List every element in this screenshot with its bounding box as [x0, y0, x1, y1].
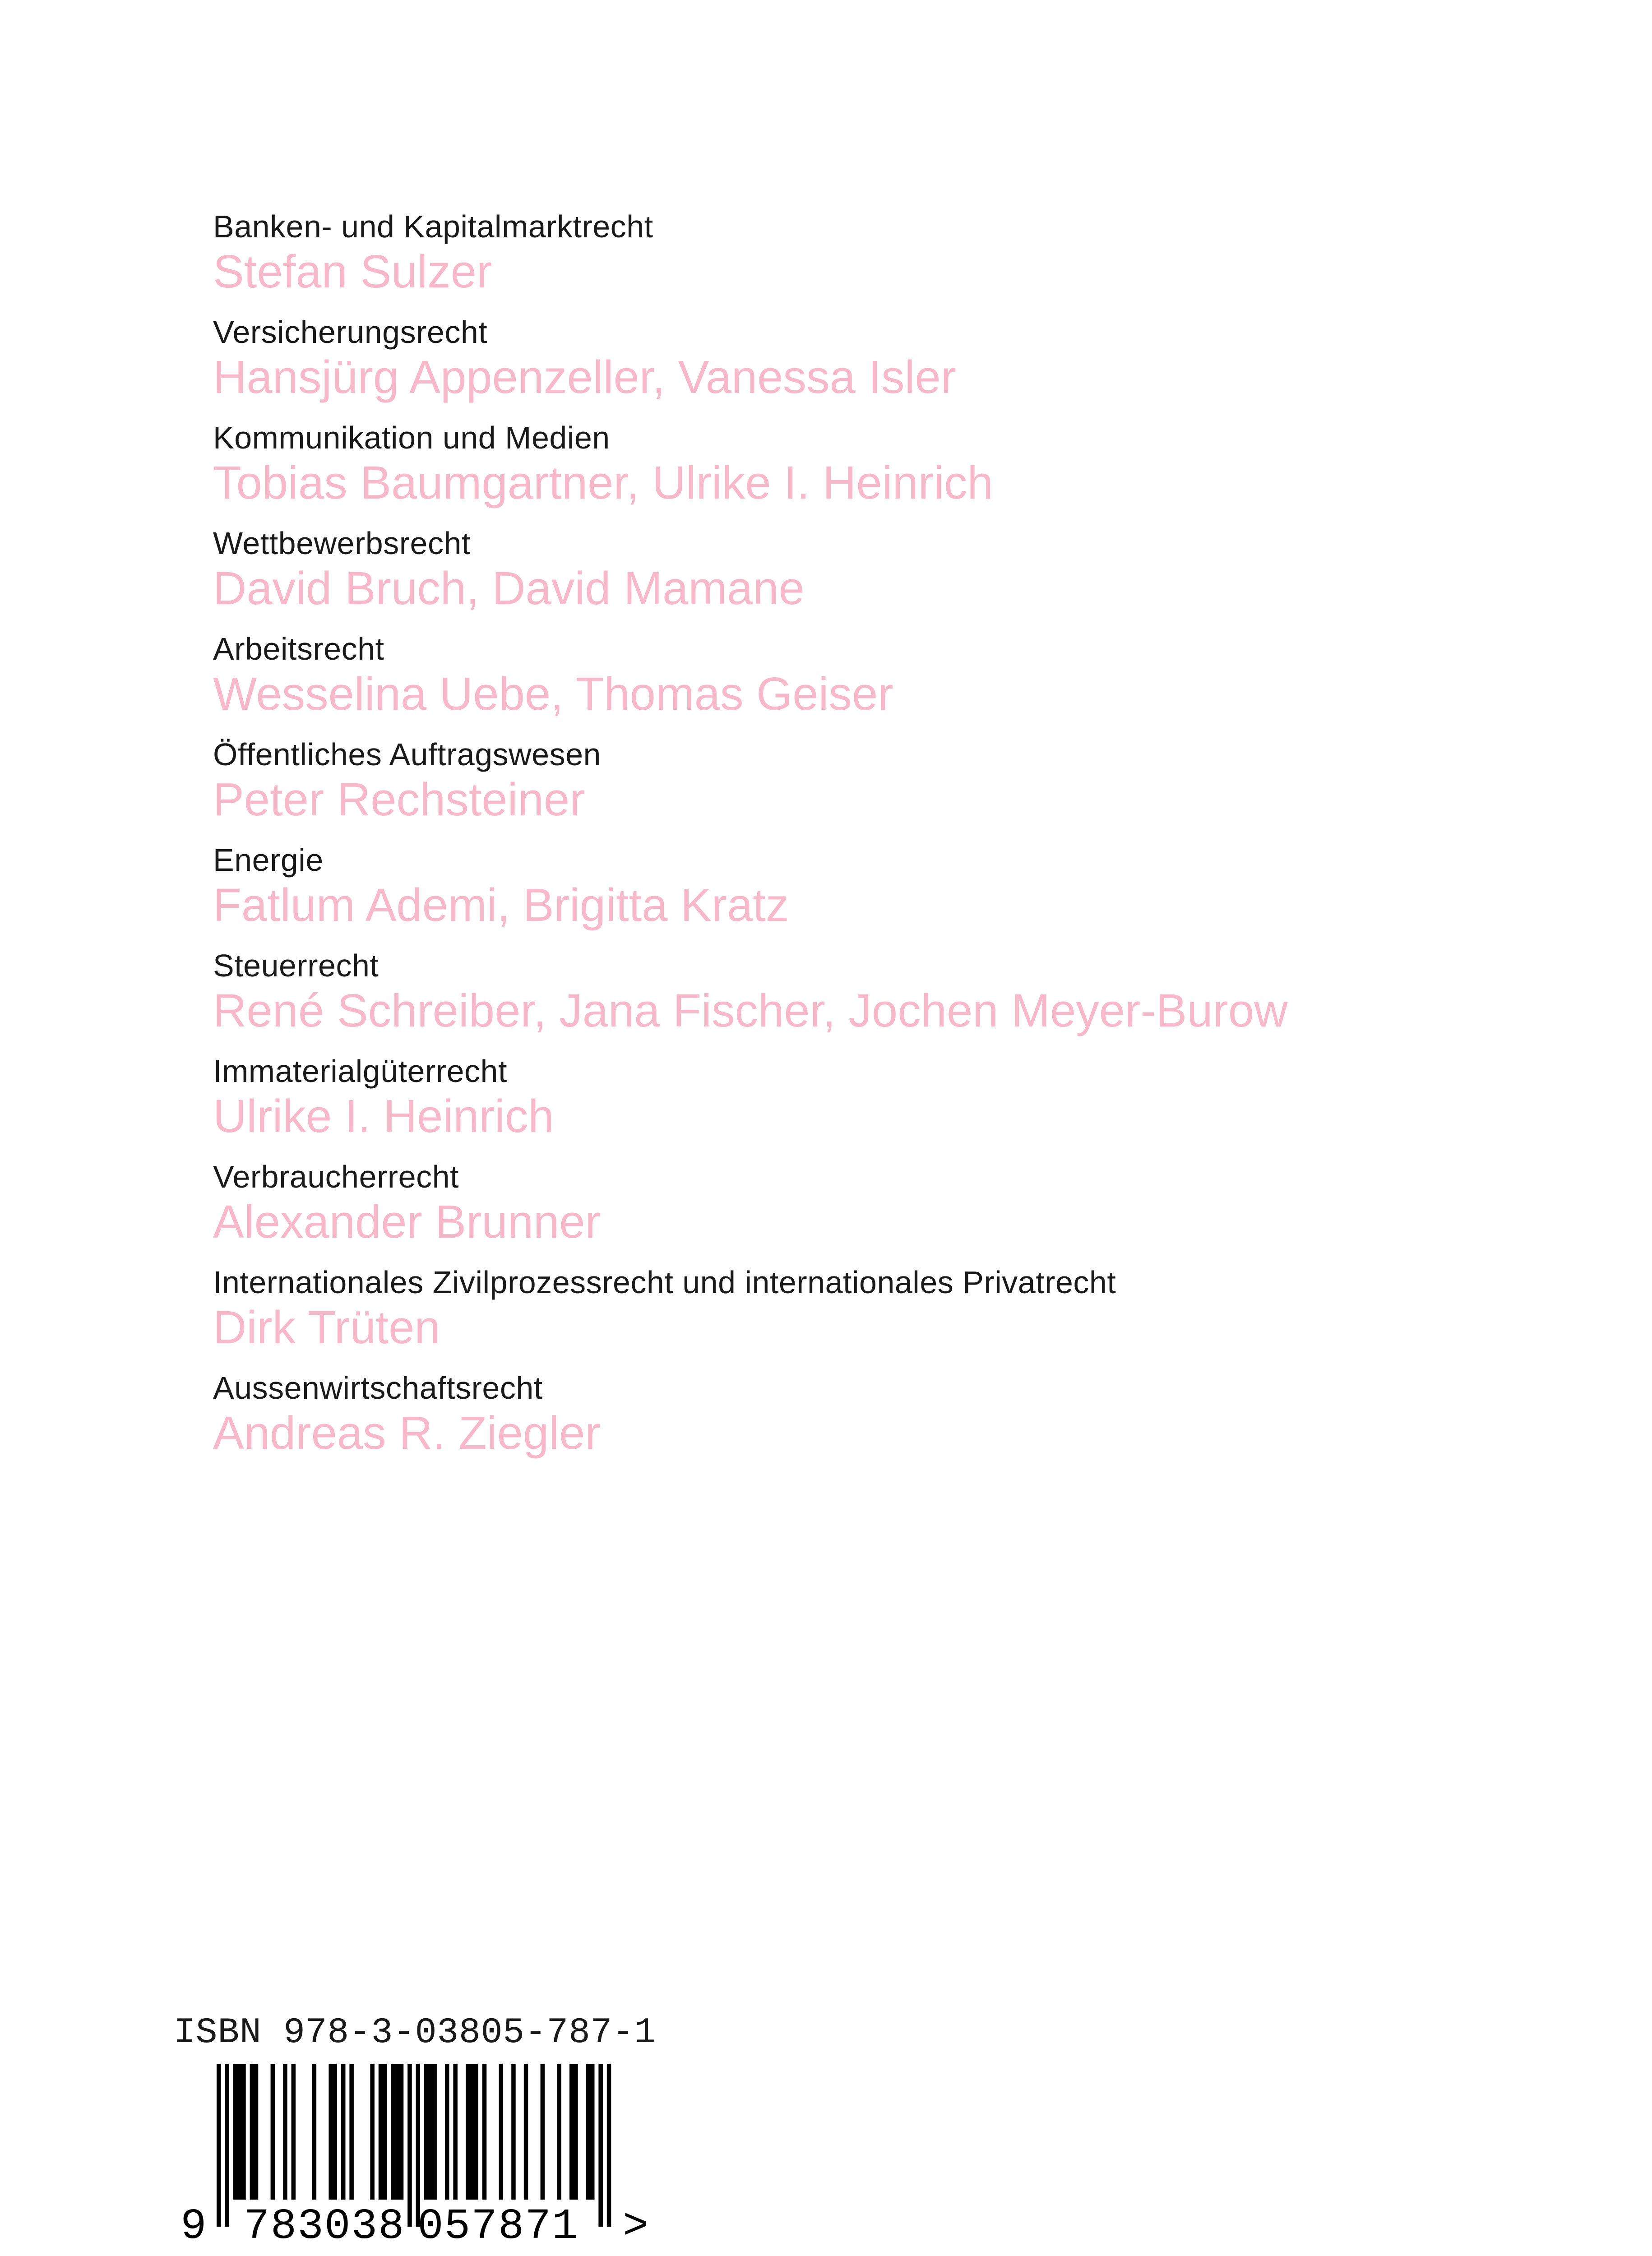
author-names: Dirk Trüten: [213, 1301, 440, 1353]
author-names: Ulrike I. Heinrich: [213, 1090, 554, 1142]
barcode-bar: [424, 2064, 429, 2200]
barcode-bar: [482, 2064, 487, 2200]
barcode-bar: [541, 2064, 545, 2200]
barcode-bar: [250, 2064, 255, 2200]
topic-label: Steuerrecht: [213, 948, 379, 983]
author-names: Hansjürg Appenzeller, Vanessa Isler: [213, 351, 957, 403]
barcode-bar: [470, 2064, 474, 2200]
entry-insurance: [213, 304, 1567, 410]
topic-label: Energie: [213, 842, 324, 878]
author-names: Wesselina Uebe, Thomas Geiser: [213, 668, 893, 720]
contributors-list: [213, 199, 1567, 1465]
topic-label: Arbeitsrecht: [213, 631, 384, 666]
barcode-quiet-mark: >: [623, 2202, 649, 2245]
entry-foreign-trade: [213, 1360, 1567, 1465]
barcode-digits-right: 057871: [417, 2202, 579, 2245]
topic-label: Öffentliches Auftragswesen: [213, 737, 601, 772]
author-names: Andreas R. Ziegler: [213, 1407, 601, 1459]
barcode-guard-bar: [225, 2064, 229, 2227]
topic-label: Immaterialgüterrecht: [213, 1054, 507, 1089]
topic-label: Banken- und Kapitalmarktrecht: [213, 209, 653, 244]
barcode-bar: [557, 2064, 561, 2200]
barcode-guard-bar: [607, 2064, 611, 2227]
barcode-bar: [292, 2064, 296, 2200]
barcode-bar: [395, 2064, 400, 2200]
topic-label: Wettbewerbsrecht: [213, 526, 471, 561]
barcode-digits-left: 783038: [244, 2202, 405, 2245]
barcode-bar: [283, 2064, 287, 2200]
entry-consumer: [213, 1149, 1567, 1254]
barcode-guard-bar: [407, 2064, 412, 2227]
author-names: Fatlum Ademi, Brigitta Kratz: [213, 879, 789, 931]
barcode-guard-bar: [217, 2064, 221, 2227]
author-names: Peter Rechsteiner: [213, 773, 585, 825]
barcode-bar: [569, 2064, 574, 2200]
entry-ip: [213, 1043, 1567, 1149]
barcode-digit-first: 9: [180, 2202, 207, 2245]
barcode-bar: [586, 2064, 591, 2200]
entry-banking: [213, 199, 1567, 304]
isbn-barcode: [171, 2055, 677, 2245]
author-names: René Schreiber, Jana Fischer, Jochen Meyer-Burow: [213, 985, 1288, 1036]
entry-procurement: [213, 726, 1567, 832]
barcode-bar: [233, 2064, 238, 2200]
entry-private-international: [213, 1254, 1567, 1360]
entry-communication: [213, 410, 1567, 515]
barcode-bar: [511, 2064, 516, 2200]
entry-labour: [213, 621, 1567, 726]
entry-energy: [213, 832, 1567, 938]
topic-label: Aussenwirtschaftsrecht: [213, 1370, 543, 1405]
barcode-bar: [329, 2064, 333, 2200]
barcode-bar: [341, 2064, 346, 2200]
barcode-bar: [590, 2064, 595, 2200]
barcode-bar: [453, 2064, 458, 2200]
barcode-bar: [499, 2064, 504, 2200]
entry-tax: [213, 938, 1567, 1043]
barcode-bar: [237, 2064, 242, 2200]
barcode-bar: [333, 2064, 338, 2200]
barcode-bar: [445, 2064, 449, 2200]
author-names: Stefan Sulzer: [213, 245, 492, 297]
barcode-bar: [399, 2064, 404, 2200]
topic-label: Verbraucherrecht: [213, 1159, 459, 1194]
barcode-bar: [271, 2064, 275, 2200]
barcode-guard-bar: [598, 2064, 603, 2227]
barcode-bar: [383, 2064, 387, 2200]
topic-label: Internationales Zivilprozessrecht und internationales Privatrecht: [213, 1265, 1116, 1300]
barcode-bar: [432, 2064, 437, 2200]
barcode-bar: [524, 2064, 528, 2200]
barcode-bar: [349, 2064, 354, 2200]
author-names: Tobias Baumgartner, Ulrike I. Heinrich: [213, 457, 993, 509]
topic-label: Kommunikation und Medien: [213, 420, 610, 455]
barcode-bar: [241, 2064, 246, 2200]
barcode-bar: [474, 2064, 478, 2200]
author-names: David Bruch, David Mamane: [213, 562, 805, 614]
entry-competition: [213, 515, 1567, 621]
barcode-bar: [379, 2064, 383, 2200]
topic-label: Versicherungsrecht: [213, 314, 488, 350]
barcode-bar: [466, 2064, 470, 2200]
barcode-bar: [574, 2064, 578, 2200]
isbn-label: ISBN 978-3-03805-787-1: [174, 2012, 657, 2053]
barcode-bar: [428, 2064, 433, 2200]
barcode-bar: [312, 2064, 317, 2200]
barcode-bar: [370, 2064, 375, 2200]
barcode-bar: [391, 2064, 395, 2200]
author-names: Alexander Brunner: [213, 1196, 601, 1248]
barcode-bar: [254, 2064, 259, 2200]
